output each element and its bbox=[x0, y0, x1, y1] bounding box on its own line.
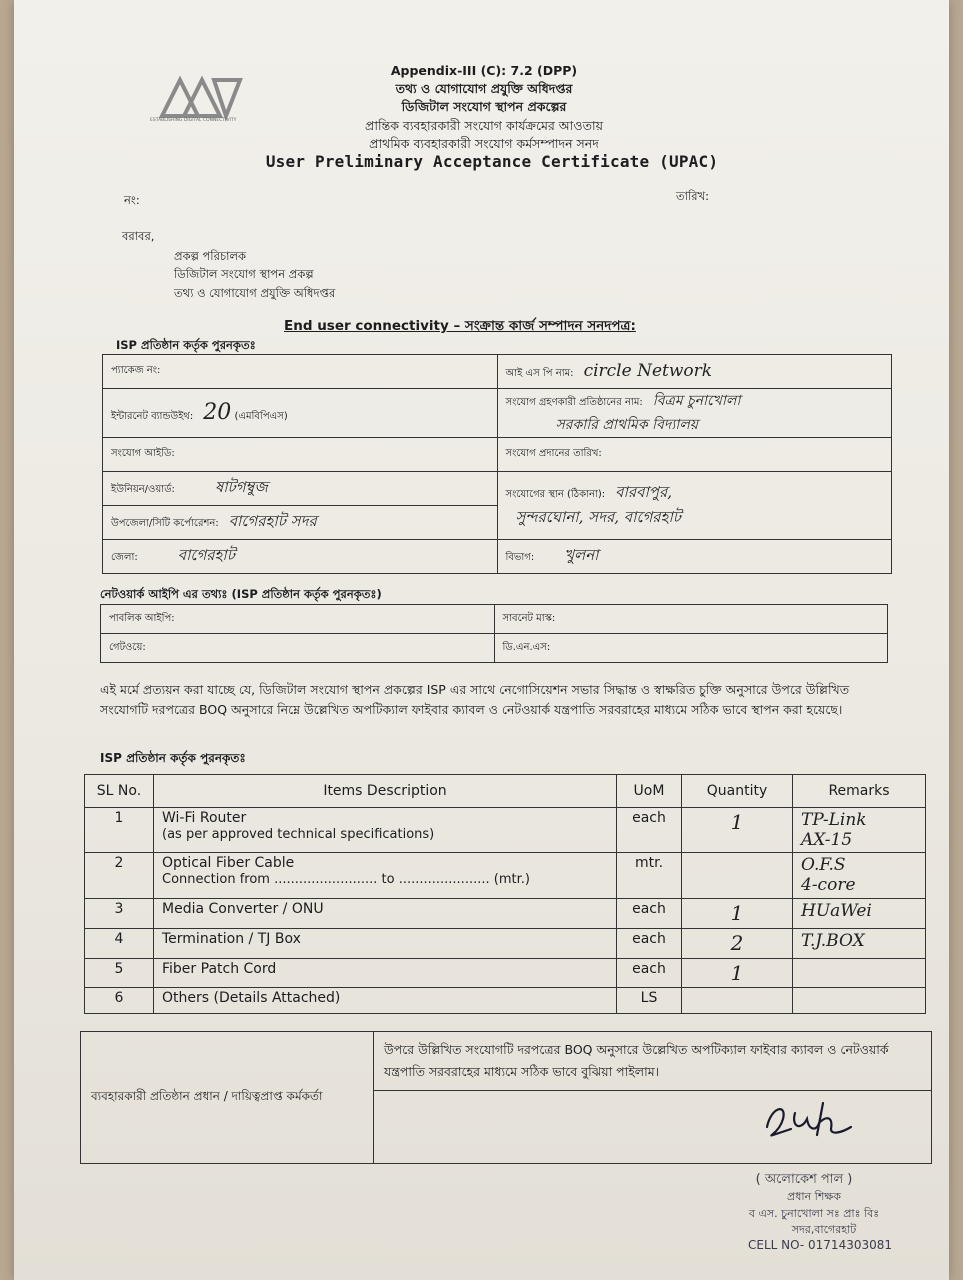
stamp-name: ( অলোকেশ পাল ) bbox=[755, 1172, 853, 1187]
row-sl: 1 bbox=[85, 808, 154, 853]
table-row bbox=[85, 988, 926, 1014]
row-uom: each bbox=[617, 899, 682, 929]
bandwidth-value: 20 bbox=[203, 400, 232, 425]
row-sl: 3 bbox=[85, 899, 154, 929]
connection-date-cell bbox=[497, 438, 892, 472]
table-row bbox=[85, 808, 926, 853]
table-row bbox=[85, 959, 926, 988]
row-sl: 6 bbox=[85, 988, 154, 1014]
upazila-value: বাগেরহাট সদর bbox=[228, 512, 317, 530]
row-quantity: 1 bbox=[682, 899, 793, 929]
isp-name-label: আই এস পি নাম: bbox=[505, 367, 574, 379]
union-value: ষাটগম্বুজ bbox=[214, 478, 268, 496]
stamp-school: ব এস. চুনাখোলা সঃ প্রাঃ বিঃ bbox=[748, 1207, 880, 1220]
row-remarks-line1: O.F.S bbox=[801, 855, 846, 875]
row-quantity bbox=[682, 988, 793, 1014]
row-remarks bbox=[793, 988, 926, 1014]
col-uom-header: UoM bbox=[617, 775, 682, 808]
connection-date-label: সংযোগ প্রদানের তারিখ: bbox=[505, 448, 602, 459]
recipient-line-3: তথ্য ও যোগাযোগ প্রযুক্তি অধিদপ্তর bbox=[174, 286, 336, 300]
stamp-address: সদর,বাগেরহাট bbox=[791, 1223, 857, 1236]
location-label: সংযোগের স্থান (ঠিকানা): bbox=[505, 488, 606, 500]
network-table bbox=[100, 604, 888, 663]
location-value-1: বারবাপুর, bbox=[615, 482, 673, 501]
connection-id-cell bbox=[103, 438, 498, 472]
row-desc-sub: (as per approved technical specifications) bbox=[162, 827, 435, 842]
header-line-1: তথ্য ও যোগাযোগ প্রযুক্তি অধিদপ্তর bbox=[395, 81, 573, 96]
row-uom: each bbox=[617, 929, 682, 959]
recipient-line-2: ডিজিটাল সংযোগ স্থাপন প্রকল্প bbox=[174, 267, 314, 281]
institution-value-2: সরকারি প্রাথমিক বিদ্যালয় bbox=[555, 417, 699, 433]
row-description: Termination / TJ Box bbox=[154, 929, 617, 959]
connection-id-label: সংযোগ আইডি: bbox=[111, 448, 175, 459]
items-table bbox=[84, 774, 926, 1014]
row-quantity: 2 bbox=[682, 929, 793, 959]
row-desc-main: Wi-Fi Router bbox=[162, 810, 247, 826]
row-remarks-line2: 4-core bbox=[801, 875, 856, 895]
district-value: বাগেরহাট bbox=[177, 546, 235, 564]
header-line-4: প্রাথমিক ব্যবহারকারী সংযোগ কর্মসম্পাদন সনদ bbox=[369, 136, 599, 151]
row-uom: mtr. bbox=[617, 853, 682, 899]
responsible-officer-cell bbox=[81, 1032, 374, 1164]
row-quantity bbox=[682, 853, 793, 899]
row-sl: 2 bbox=[85, 853, 154, 899]
upazila-label: উপজেলা/সিটি কর্পোরেশন: bbox=[111, 518, 219, 529]
row-description: Media Converter / ONU bbox=[154, 899, 617, 929]
signature-image bbox=[761, 1097, 871, 1143]
col-sl-header: SL No. bbox=[85, 775, 154, 808]
public-ip-cell bbox=[101, 605, 495, 634]
table-row bbox=[85, 899, 926, 929]
document-page bbox=[14, 0, 949, 1280]
acknowledgement-table bbox=[80, 1031, 932, 1164]
col-description-header: Items Description bbox=[154, 775, 617, 808]
public-ip-label: পাবলিক আইপি: bbox=[109, 612, 175, 624]
header-line-2: ডিজিটাল সংযোগ স্থাপন প্রকল্পের bbox=[401, 99, 567, 114]
row-description bbox=[154, 808, 617, 853]
table-row bbox=[85, 929, 926, 959]
row-remarks: T.J.BOX bbox=[793, 929, 926, 959]
union-label: ইউনিয়ন/ওয়ার্ড: bbox=[111, 484, 175, 495]
isp-name-value: circle Network bbox=[583, 360, 713, 381]
acknowledgement-text-cell bbox=[374, 1032, 932, 1091]
network-section-heading: নেটওয়ার্ক আইপি এর তথ্যঃ (ISP প্রতিষ্ঠান কর্তৃক পুরনকৃতঃ) bbox=[100, 587, 382, 601]
row-sl: 5 bbox=[85, 959, 154, 988]
subnet-cell bbox=[494, 605, 888, 634]
items-section-heading: ISP প্রতিষ্ঠান কর্তৃক পুরনকৃতঃ bbox=[100, 751, 246, 765]
recipient-to: বরাবর, bbox=[122, 229, 155, 243]
division-value: খুলনা bbox=[564, 546, 599, 564]
division-label: বিভাগ: bbox=[505, 552, 535, 563]
dns-cell bbox=[494, 634, 888, 663]
row-sl: 4 bbox=[85, 929, 154, 959]
recipient-line-1: প্রকল্প পরিচালক bbox=[174, 249, 247, 263]
district-label: জেলা: bbox=[111, 552, 138, 563]
row-remarks-line2: AX-15 bbox=[801, 830, 853, 850]
row-description bbox=[154, 853, 617, 899]
gateway-cell bbox=[101, 634, 495, 663]
location-cell bbox=[497, 472, 892, 540]
gateway-label: গেটওয়ে: bbox=[109, 641, 146, 653]
bandwidth-unit: (এমবিপিএস) bbox=[234, 411, 288, 422]
row-quantity: 1 bbox=[682, 808, 793, 853]
subnet-label: সাবনেট মাস্ক: bbox=[502, 612, 556, 624]
row-remarks-line1: TP-Link bbox=[801, 810, 867, 830]
package-cell bbox=[103, 355, 498, 389]
upazila-cell bbox=[103, 506, 498, 540]
row-description: Others (Details Attached) bbox=[154, 988, 617, 1014]
col-remarks-header: Remarks bbox=[793, 775, 926, 808]
row-uom: LS bbox=[617, 988, 682, 1014]
signature-cell bbox=[374, 1091, 932, 1164]
bandwidth-cell bbox=[103, 389, 498, 438]
row-remarks bbox=[793, 853, 926, 899]
union-cell bbox=[103, 472, 498, 506]
isp-name-cell bbox=[497, 355, 892, 389]
isp-section-heading: ISP প্রতিষ্ঠান কর্তৃক পুরনকৃতঃ bbox=[116, 338, 256, 352]
col-quantity-header: Quantity bbox=[682, 775, 793, 808]
row-uom: each bbox=[617, 959, 682, 988]
responsible-officer-label: ব্যবহারকারী প্রতিষ্ঠান প্রধান / দায়িত্বপ্রাপ্ত কর্মকর্তা bbox=[91, 1088, 323, 1103]
row-remarks: HUaWei bbox=[793, 899, 926, 929]
dns-label: ডি.এন.এস: bbox=[502, 641, 551, 653]
institution-value-1: বিত্রম চুনাখোলা bbox=[652, 393, 741, 409]
certificate-title: User Preliminary Acceptance Certificate (UPAC) bbox=[265, 152, 719, 171]
subject-line: End user connectivity – সংক্রান্ত কার্জ সম্পাদন সনদপত্র: bbox=[284, 318, 636, 334]
location-value-2: সুন্দরঘোনা, সদর, বাগেরহাট bbox=[515, 507, 681, 526]
row-remarks bbox=[793, 808, 926, 853]
row-uom: each bbox=[617, 808, 682, 853]
logo-tagline: ESTABLISHING DIGITAL CONNECTIVITY bbox=[150, 118, 237, 123]
package-label: প্যাকেজ নং: bbox=[111, 365, 161, 376]
stamp-phone: CELL NO- 01714303081 bbox=[747, 1238, 893, 1252]
institution-label: সংযোগ গ্রহণকারী প্রতিষ্ঠানের নাম: bbox=[505, 397, 643, 408]
appendix-label: Appendix-III (C): 7.2 (DPP) bbox=[390, 63, 578, 78]
institution-cell bbox=[497, 389, 892, 438]
row-desc-sub: Connection from ......................... to ...................... (mtr.) bbox=[162, 872, 530, 887]
header-line-3: প্রান্তিক ব্যবহারকারী সংযোগ কার্যক্রমের আওতায় bbox=[365, 118, 603, 133]
table-row bbox=[85, 853, 926, 899]
row-desc-main: Optical Fiber Cable bbox=[162, 855, 295, 871]
row-remarks bbox=[793, 959, 926, 988]
isp-info-table bbox=[102, 354, 892, 574]
row-quantity: 1 bbox=[682, 959, 793, 988]
date-label: তারিখ: bbox=[676, 189, 710, 203]
row-description: Fiber Patch Cord bbox=[154, 959, 617, 988]
acknowledgement-text: উপরে উল্লিখিত সংযোগটি দরপত্রের BOQ অনুসারে উল্লেখিত অপটিক্যাল ফাইবার ক্যাবল ও নেটওয়ার্ক যন্ত্রপাতি সরবরাহের মাধ্যমে সঠিক ভাবে বুঝিয়া পাইলাম। bbox=[384, 1042, 889, 1079]
stamp-designation: প্রধান শিক্ষক bbox=[787, 1190, 841, 1203]
reference-no-label: নং: bbox=[124, 193, 140, 207]
project-logo bbox=[150, 72, 254, 130]
declaration-paragraph: এই মর্মে প্রত্যয়ন করা যাচ্ছে যে, ডিজিটাল সংযোগ স্থাপন প্রকল্পের ISP এর সাথে নেগোসিয়েশন সভার সিদ্ধান্ত ও স্বাক্ষরিত চুক্তি অনুসারে উপরে উল্লিখিত সংযোগটি দরপত্রের BOQ অনুসারে নিম্নে উল্লেখিত অপটিক্যাল ফাইবার ক্যাবল ও নেটওয়ার্ক যন্ত্রপাতি সরবরাহের মাধ্যমে সঠিক ভাবে স্থাপন করা হয়েছে। bbox=[100, 682, 850, 717]
division-cell bbox=[497, 540, 892, 574]
bandwidth-label: ইন্টারনেট ব্যান্ডউইথ: bbox=[111, 411, 194, 422]
district-cell bbox=[103, 540, 498, 574]
